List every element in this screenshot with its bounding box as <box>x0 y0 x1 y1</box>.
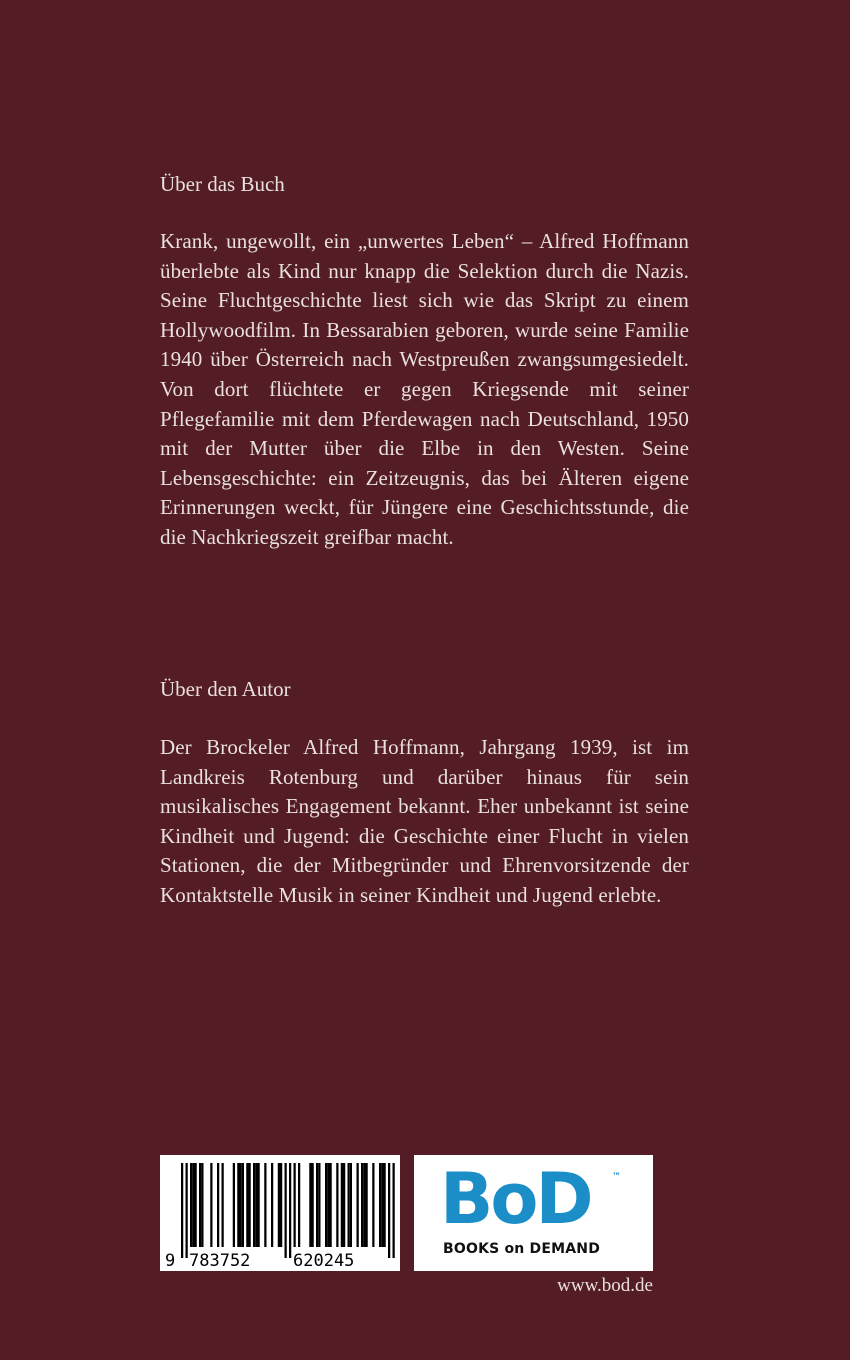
barcode-bar <box>240 1163 242 1247</box>
barcode-bar <box>289 1163 291 1258</box>
barcode-bar <box>253 1163 255 1247</box>
barcode-bar <box>210 1163 212 1247</box>
barcode-bar <box>264 1163 266 1247</box>
barcode-bar <box>280 1163 282 1247</box>
bod-tagline: BOOKS on DEMAND <box>443 1241 601 1257</box>
bod-logo-text: BoD <box>440 1158 591 1240</box>
barcode-bar <box>181 1163 183 1258</box>
barcode-bar <box>316 1163 318 1247</box>
barcode-bar <box>294 1163 296 1247</box>
barcode-bar <box>379 1163 381 1247</box>
barcode-bar <box>222 1163 224 1247</box>
barcode-bar <box>192 1163 194 1247</box>
trademark-symbol: ™ <box>612 1172 621 1182</box>
about-book-text: Krank, ungewollt, ein „unwertes Leben“ – Alfred Hoffmann überlebte als Kind nur knapp die Selektion durch die Nazis. Seine Fluchtgeschichte liest sich wie das Skript zu einem Hollywoodfilm. In Bessarabien geboren, wurde seine Familie 1940 über Österreich nach Westpreußen zwangsumgesiedelt. Von dort flüchtete er gegen Kriegsende mit seiner Pflegefamilie mit dem Pferdewagen nach Deutschland, 1950 mit der Mutter über die Elbe in den Westen. Seine Lebensgeschichte: ein Zeitzeugnis, das bei Älteren eigene Erinnerungen weckt, für Jüngere eine Geschichtsstunde, die die Nachkriegszeit greifbar macht. <box>160 229 689 549</box>
barcode-bar <box>249 1163 251 1247</box>
barcode-bar <box>201 1163 203 1247</box>
barcode-digit-lead: 9 <box>165 1251 176 1271</box>
barcode-bar <box>242 1163 244 1247</box>
barcode-bar <box>336 1163 338 1247</box>
barcode-bar <box>348 1163 350 1247</box>
barcode-bar <box>366 1163 368 1247</box>
barcode-bar <box>325 1163 327 1247</box>
barcode-bar <box>190 1163 192 1247</box>
barcode-bar <box>237 1163 239 1247</box>
barcode-digits-left: 783752 <box>189 1251 251 1271</box>
barcode-bar <box>393 1163 395 1258</box>
about-author-heading: Über den Autor <box>160 677 291 701</box>
about-book-heading: Über das Buch <box>160 172 285 196</box>
barcode-bar <box>195 1163 197 1247</box>
barcode-bar <box>384 1163 386 1247</box>
barcode-graphic <box>160 1155 400 1271</box>
barcode-bar <box>312 1163 314 1247</box>
publisher-logo <box>414 1155 653 1271</box>
barcode-bar <box>309 1163 311 1247</box>
barcode-bar <box>381 1163 383 1247</box>
publisher-website: www.bod.de <box>557 1275 653 1296</box>
barcode-bar <box>271 1163 273 1247</box>
barcode-bar <box>258 1163 260 1247</box>
barcode-bar <box>285 1163 287 1258</box>
barcode-bar <box>199 1163 201 1247</box>
barcode-bar <box>343 1163 345 1247</box>
about-author-text: Der Brockeler Alfred Hoffmann, Jahrgang 1939, ist im Landkreis Rotenburg und darüber hinaus für sein musikalisches Engagement bekannt. Eher unbekannt ist seine Kindheit und Jugend: die Geschichte einer Flucht in vielen Stationen, die der Mitbegründer und Ehrenvorsitzende der Kontaktstelle Musik in seiner Kindheit und Jugend erlebte. <box>160 735 689 907</box>
barcode-bar <box>278 1163 280 1247</box>
barcode-bar <box>186 1163 188 1258</box>
barcode-bar <box>363 1163 365 1247</box>
barcode-bar <box>372 1163 374 1247</box>
barcode-bar <box>233 1163 235 1247</box>
barcode-bar <box>246 1163 248 1247</box>
isbn-barcode <box>160 1155 400 1271</box>
barcode-bar <box>357 1163 359 1247</box>
barcode-bar <box>318 1163 320 1247</box>
barcode-digits-right: 620245 <box>293 1251 355 1271</box>
barcode-bar <box>327 1163 329 1247</box>
barcode-bar <box>330 1163 332 1247</box>
barcode-bar <box>255 1163 257 1247</box>
barcode-bar <box>217 1163 219 1247</box>
barcode-bar <box>298 1163 300 1247</box>
barcode-bar <box>350 1163 352 1247</box>
barcode-bar <box>388 1163 390 1258</box>
barcode-bar <box>361 1163 363 1247</box>
barcode-bar <box>341 1163 343 1247</box>
